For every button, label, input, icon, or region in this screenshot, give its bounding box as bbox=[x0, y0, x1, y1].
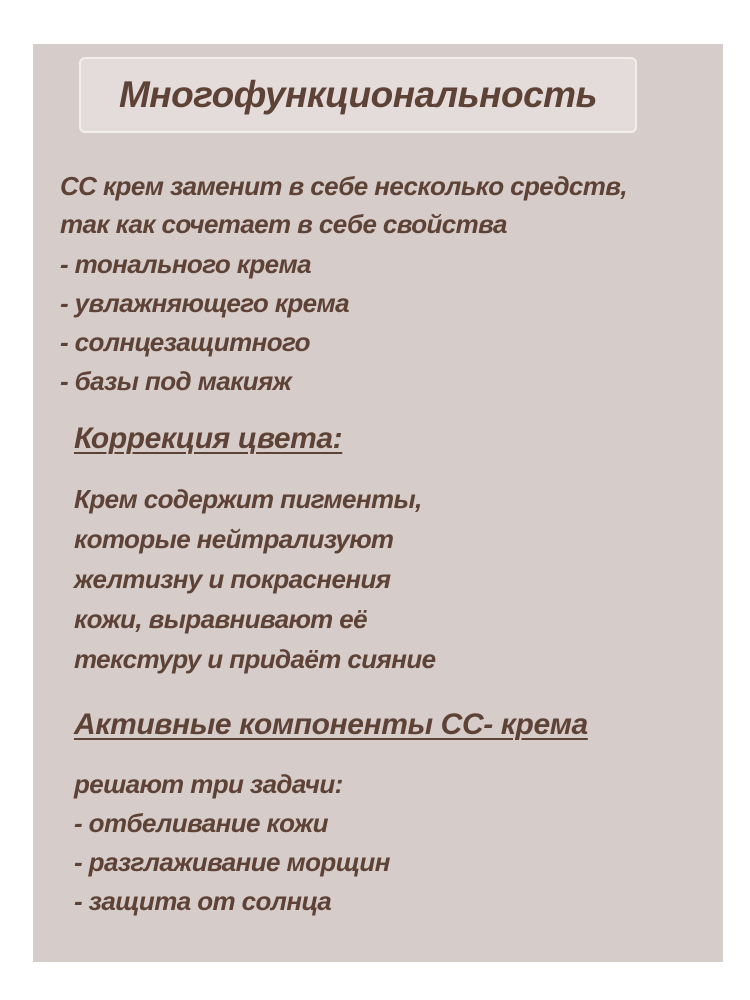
color-correction-line: Крем содержит пигменты, bbox=[74, 484, 422, 514]
section-heading-active-components: Активные компоненты СС- крема bbox=[74, 708, 588, 741]
active-components-line: - разглаживание морщин bbox=[74, 847, 390, 877]
title-box bbox=[79, 57, 637, 133]
intro-line: СС крем заменит в себе несколько средств, bbox=[60, 171, 628, 201]
color-correction-line: которые нейтрализуют bbox=[74, 524, 394, 554]
color-correction-line: текстуру и придаёт сияние bbox=[74, 644, 436, 674]
intro-line: так как сочетает в себе свойства bbox=[60, 209, 507, 239]
active-components-line: - отбеливание кожи bbox=[74, 808, 328, 838]
section-heading-color-correction: Коррекция цвета: bbox=[74, 422, 343, 455]
active-components-line: - защита от солнца bbox=[74, 886, 332, 916]
intro-line: - увлажняющего крема bbox=[60, 288, 349, 318]
intro-line: - базы под макияж bbox=[60, 366, 292, 396]
active-components-line: решают три задачи: bbox=[74, 769, 343, 799]
intro-line: - солнцезащитного bbox=[60, 327, 310, 357]
page-title: Многофункциональность bbox=[118, 74, 598, 115]
color-correction-line: кожи, выравнивают её bbox=[74, 604, 367, 634]
intro-line: - тонального крема bbox=[60, 249, 311, 279]
color-correction-line: желтизну и покраснения bbox=[74, 564, 391, 594]
